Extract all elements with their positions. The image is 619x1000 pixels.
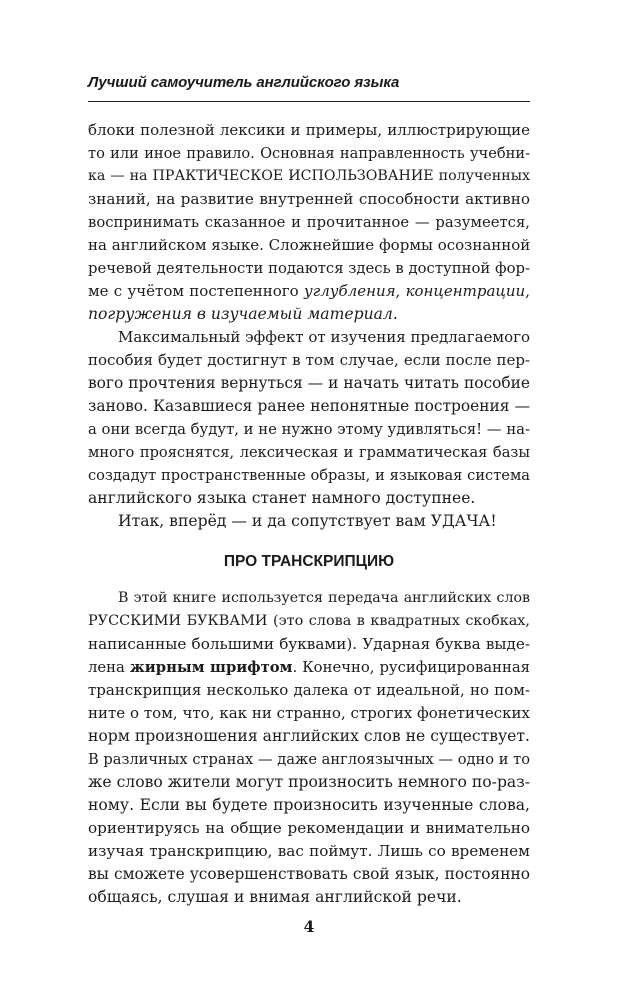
text-run: ме с учётом постепенного — [88, 282, 304, 300]
text-line: транскрипция несколько далека от идеальной, но пом- — [88, 681, 530, 699]
text-line: изучая транскрипцию, вас поймут. Лишь со временем — [88, 842, 530, 860]
text-line: же слово жители могут произносить немного по-раз- — [88, 773, 530, 791]
text-line: заново. Казавшиеся ранее непонятные построения — — [88, 397, 530, 415]
text-run: , — [395, 282, 406, 300]
paragraph-1 — [88, 119, 530, 326]
text-line: вого прочтения вернуться — и начать читать пособие — [88, 374, 530, 392]
text-line: ните о том, что, как ни странно, строгих фонетических — [88, 704, 530, 722]
text-line: блоки полезной лексики и примеры, иллюстрирующие — [88, 121, 530, 139]
page-number: 4 — [303, 917, 315, 936]
text-line: вы сможете усовершенствовать свой язык, постоянно — [88, 865, 530, 883]
text-line: воспринимать сказанное и прочитанное — разумеется, — [88, 214, 530, 231]
text-line — [88, 303, 530, 326]
paragraph-4 — [88, 587, 530, 909]
text-line: норм произношения английских слов не существует. — [88, 727, 530, 745]
text-run: , — [525, 282, 530, 300]
text-line: написанные большими буквами). Ударная буква выде- — [88, 635, 530, 653]
text-line: знаний, на развитие внутренней способности активно — [88, 190, 530, 208]
text-line: ному. Если вы будете произносить изученные слова, — [88, 796, 530, 814]
text-line: общаясь, слушая и внимая английской речи. — [88, 888, 462, 906]
text-line: на английском языке. Сложнейшие формы осознанной — [88, 236, 531, 254]
text-line: создадут пространственные образы, и языковая система — [88, 467, 530, 484]
text-line: много прояснятся, лексическая и грамматическая базы — [88, 444, 530, 461]
text-line: пособия будет достигнут в том случае, если после пер- — [88, 351, 530, 369]
header-rule — [88, 101, 530, 102]
text-line: речевой деятельности подаются здесь в доступной фор- — [88, 260, 530, 277]
italic-term: погружения в изучаемый материал — [88, 305, 393, 323]
text-line — [88, 280, 530, 303]
text-line: Максимальный эффект от изучения предлагаемого — [118, 328, 530, 346]
italic-term: углубления — [303, 282, 396, 300]
bold-term: жирным шрифтом — [129, 659, 293, 676]
italic-term: концентрации — [405, 282, 526, 300]
text-line: В различных странах — даже англоязычных — одно и то — [88, 751, 530, 768]
text-line: то или иное правило. Основная направленность учебни- — [88, 145, 530, 162]
text-line: Итак, вперёд — и да сопутствует вам УДАЧА! — [118, 512, 497, 530]
paragraph-3 — [88, 510, 530, 533]
text-line: ориентируясь на общие рекомендации и внимательно — [88, 819, 530, 837]
text-run: лена — [88, 659, 130, 676]
section-title: ПРО ТРАНСКРИПЦИЮ — [223, 553, 395, 570]
text-line: а они всегда будут, и не нужно этому удивляться! — на- — [88, 421, 530, 438]
text-line: английского языка станет намного доступнее. — [88, 489, 476, 507]
running-header: Лучший самоучитель английского языка — [88, 74, 400, 91]
text-line: РУССКИМИ БУКВАМИ (это слова в квадратных скобках, — [88, 613, 530, 629]
text-line: ка — на ПРАКТИЧЕСКОЕ ИСПОЛЬЗОВАНИЕ полученных — [88, 168, 530, 184]
text-line: В этой книге используется передача английских слов — [118, 590, 530, 606]
text-line — [88, 656, 530, 679]
text-run: . — [392, 305, 398, 323]
text-run: . Конечно, русифицированная — [292, 659, 531, 676]
paragraph-2 — [88, 326, 530, 510]
